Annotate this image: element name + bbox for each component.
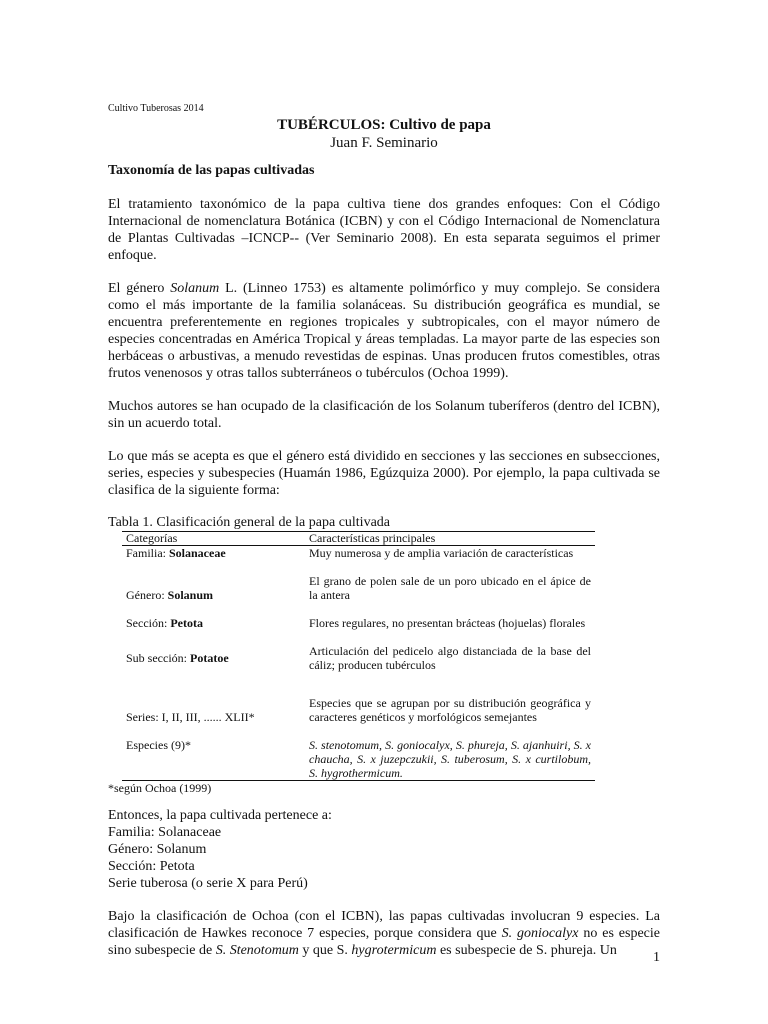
table-caption: Tabla 1. Clasificación general de la papa cultivada [108, 515, 391, 530]
table-row [122, 546, 595, 561]
row-label: Sección: [126, 616, 171, 630]
paragraph-3: Muchos autores se han ocupado de la clasificación de los Solanum tuberíferos (dentro del ICBN), sin un acuerdo total. [108, 399, 660, 431]
paragraph-5-text-a: Bajo la clasificación de Ochoa (con el ICBN), las papas cultivadas involucran 9 especies. La clasificación de Hawkes reconoce 7 especies, porque considera que [108, 909, 660, 941]
classification-table [122, 531, 595, 781]
row-label-bold: Potatoe [190, 651, 229, 665]
table-cell-description: Articulación del pedicelo algo distanciada de la base del cáliz; producen tubérculos [309, 644, 591, 672]
row-label: Sub sección: [126, 651, 190, 665]
section-heading: Taxonomía de las papas cultivadas [108, 163, 315, 178]
row-label: Género: [126, 588, 168, 602]
table-cell-category [122, 644, 305, 672]
row-label-bold: Solanum [167, 588, 214, 602]
table-footnote: *según Ochoa (1999) [108, 781, 212, 795]
row-label: Especies (9)* [126, 738, 191, 752]
table-cell-category [122, 616, 305, 630]
table-spacer [122, 630, 595, 644]
list-item: Serie tuberosa (o serie X para Perú) [108, 876, 308, 891]
paragraph-5-text-c: y que S. [298, 943, 352, 958]
table-spacer [122, 602, 595, 616]
paragraph-2-italic: Solanum [170, 281, 220, 296]
row-label: Series: I, II, III, ...... XLII* [126, 710, 255, 724]
table-spacer [122, 560, 595, 574]
list-item: Género: Solanum [108, 842, 207, 857]
list-item: Familia: Solanaceae [108, 825, 222, 840]
table-cell-category [122, 738, 305, 781]
paragraph-5-italic-1: S. goniocalyx [501, 926, 579, 941]
row-label-bold: Petota [170, 616, 203, 630]
paragraph-4: Lo que más se acepta es que el género está dividido en secciones y las secciones en subsecciones, series, especies y subespecies (Huamán 1986, Egúzquiza 2000). Por ejemplo, la papa cultivada se clasifica de la siguiente forma: [108, 449, 660, 498]
table-cell-category [122, 574, 305, 602]
table-spacer [122, 724, 595, 738]
paragraph-5-text-d: es subespecie de S. phureja. Un [436, 943, 617, 958]
table-row [122, 696, 595, 724]
table-row [122, 738, 595, 781]
list-intro: Entonces, la papa cultivada pertenece a: [108, 808, 332, 823]
list-item: Sección: Petota [108, 859, 195, 874]
classification-list [108, 807, 660, 892]
table-cell-description: Muy numerosa y de amplia variación de características [309, 546, 574, 560]
table-header-row [122, 532, 595, 546]
paragraph-2 [108, 280, 660, 382]
table-cell-description: S. stenotomum, S. goniocalyx, S. phureja, S. ajanhuiri, S. x chaucha, S. x juzepczukii, S. tuberosum, S. x curtilobum, S. hygrothermicum. [305, 738, 595, 781]
paragraph-5-italic-3: hygrotermicum [351, 943, 437, 958]
table-row [122, 574, 595, 602]
table-cell-description: Especies que se agrupan por su distribución geográfica y caracteres genéticos y morfológicos semejantes [309, 696, 591, 724]
document-title: TUBÉRCULOS: Cultivo de papa [277, 117, 491, 133]
table-cell-description: Flores regulares, no presentan brácteas (hojuelas) florales [309, 616, 586, 630]
document-author: Juan F. Seminario [330, 135, 438, 151]
table-row [122, 644, 595, 672]
table-cell-description: El grano de polen sale de un poro ubicado en el ápice de la antera [309, 574, 591, 602]
table-row [122, 616, 595, 630]
paragraph-1: El tratamiento taxonómico de la papa cultiva tiene dos grandes enfoques: Con el Código Internacional de nomenclatura Botánica (ICBN) y con el Código Internacional de Nomenclatura de Plantas Cultivadas –ICNCP-- (Ver Seminario 2008). En esta separata seguimos el primer enfoque. [108, 197, 660, 263]
table-cell-category [122, 546, 305, 561]
title-block [108, 116, 660, 152]
paragraph-2-text-b: L. (Linneo 1753) es altamente polimórfico y muy complejo. Se considera como el más importante de la familia solanáceas. Su distribución geográfica es mundial, se encuentra preferentemente en regiones tropicales y subtropicales, con el mayor número de especies concentradas en América Tropical y áreas templadas. La mayor parte de las especies son herbáceas o arbustivas, a menudo revestidas de espinas. Unas producen frutos comestibles, otras frutos venenosos y otras tallos subterráneos o tubérculos (Ochoa 1999). [108, 281, 660, 381]
paragraph-2-text-a: El género [108, 281, 171, 296]
running-header: Cultivo Tuberosas 2014 [108, 103, 204, 114]
row-label: Familia: [126, 546, 169, 560]
table-header-characteristics: Características principales [305, 532, 595, 546]
row-label-bold: Solanaceae [169, 546, 226, 560]
paragraph-5-italic-2: S. Stenotomum [215, 943, 299, 958]
paragraph-5-text-b: no es especie sino subespecie de [108, 926, 660, 958]
table-header-category: Categorías [122, 532, 305, 546]
page-number: 1 [653, 950, 660, 965]
document-body [108, 162, 660, 975]
table-cell-category [122, 696, 305, 724]
paragraph-5 [108, 908, 660, 959]
table-spacer [122, 672, 595, 696]
